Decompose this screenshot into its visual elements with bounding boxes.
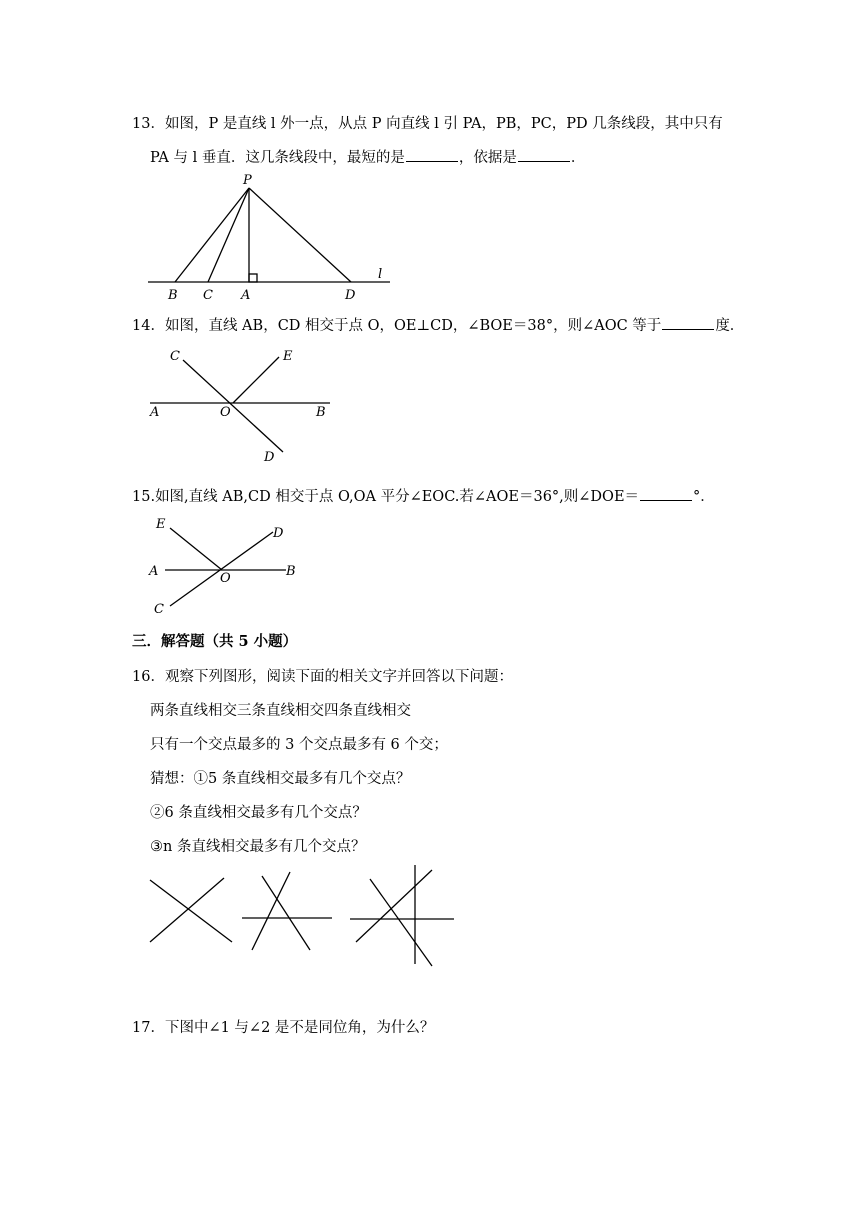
q16-text: 观察下列图形，阅读下面的相关文字并回答以下问题： xyxy=(164,669,513,685)
q14-number: 14． xyxy=(132,318,165,334)
right-angle-mark xyxy=(249,274,257,282)
q14-line xyxy=(132,314,744,335)
two-lines-figure xyxy=(150,878,232,942)
q13-number: 13． xyxy=(132,116,165,132)
q13-answer-blank-1[interactable] xyxy=(406,147,458,162)
q16-number: 16． xyxy=(132,669,165,685)
line-cd xyxy=(183,360,283,452)
q15-number: 15. xyxy=(132,489,156,505)
q13-line2 xyxy=(150,146,585,167)
three-lines-figure xyxy=(242,872,332,950)
q13-text-c: ． xyxy=(570,150,586,166)
q16-figures xyxy=(140,862,470,972)
label-b: B xyxy=(316,405,326,420)
q16-line1: 两条直线相交三条直线相交四条直线相交 xyxy=(150,703,411,719)
q14-text-b: 度． xyxy=(715,318,745,334)
label-a: A xyxy=(241,288,251,303)
label-e: E xyxy=(156,517,166,532)
q13-line1 xyxy=(132,112,723,133)
q16-line4 xyxy=(150,801,367,822)
label-a: A xyxy=(150,405,160,420)
q15-figure xyxy=(140,510,310,620)
q16-line2: 只有一个交点最多的 3 个交点最多有 6 个交； xyxy=(150,737,448,753)
section-title: 三．解答题（共 5 小题） xyxy=(132,633,298,650)
label-o: O xyxy=(220,405,231,420)
label-d: D xyxy=(345,288,356,303)
label-b: B xyxy=(168,288,178,303)
q16-line xyxy=(132,665,513,686)
ray-oe xyxy=(170,528,222,570)
label-p: P xyxy=(243,173,252,188)
label-c: C xyxy=(203,288,213,303)
q15-text-b: °． xyxy=(693,489,715,505)
label-d: D xyxy=(273,526,284,541)
label-a: A xyxy=(149,564,159,579)
q13-text-b: ，依据是 xyxy=(458,150,517,166)
label-o: O xyxy=(220,571,231,586)
q17-line xyxy=(132,1016,434,1037)
q13-text-a: PA 与 l 垂直．这几条线段中，最短的是 xyxy=(150,150,405,166)
q14-answer-blank[interactable] xyxy=(662,315,714,330)
q15-answer-blank[interactable] xyxy=(640,486,692,501)
q17-text: 下图中∠1 与∠2 是不是同位角，为什么？ xyxy=(164,1020,435,1036)
q16-c2: ② xyxy=(150,805,165,821)
q16-c3: ③ xyxy=(150,839,163,855)
q16-line3 xyxy=(150,767,410,788)
segment-pb xyxy=(175,188,249,282)
q16-c2-text: 6 条直线相交最多有几个交点？ xyxy=(164,805,367,821)
q15-text-a: 如图,直线 AB,CD 相交于点 O,OA 平分∠EOC.若∠AOE＝36°,则∠DOE＝ xyxy=(155,489,640,505)
label-c: C xyxy=(170,349,180,364)
label-c: C xyxy=(154,602,164,617)
ray-oe xyxy=(233,357,279,403)
segment-pd xyxy=(249,188,351,282)
q16-c1: ① xyxy=(193,771,208,787)
q15-line xyxy=(132,485,715,506)
q13-figure xyxy=(140,168,400,308)
q16-guess-prefix: 猜想： xyxy=(150,771,194,787)
q16-c3-text: n 条直线相交最多有几个交点？ xyxy=(163,839,366,855)
q16-line5 xyxy=(150,835,365,856)
segment-pc xyxy=(208,188,249,282)
q14-figure xyxy=(140,340,340,470)
q13-answer-blank-2[interactable] xyxy=(518,147,570,162)
q13-text-line1: 如图，P 是直线 l 外一点，从点 P 向直线 l 引 PA，PB，PC，PD 几条线段，其中只有 xyxy=(164,116,723,132)
label-e: E xyxy=(283,349,293,364)
label-d: D xyxy=(264,450,275,465)
label-l: l xyxy=(378,267,383,282)
q17-number: 17． xyxy=(132,1020,165,1036)
four-lines-figure xyxy=(350,865,454,966)
label-b: B xyxy=(286,564,296,579)
q14-text-a: 如图，直线 AB，CD 相交于点 O，OE⊥CD，∠BOE＝38°，则∠AOC 等于 xyxy=(164,318,662,334)
q16-c1-text: 5 条直线相交最多有几个交点？ xyxy=(208,771,411,787)
